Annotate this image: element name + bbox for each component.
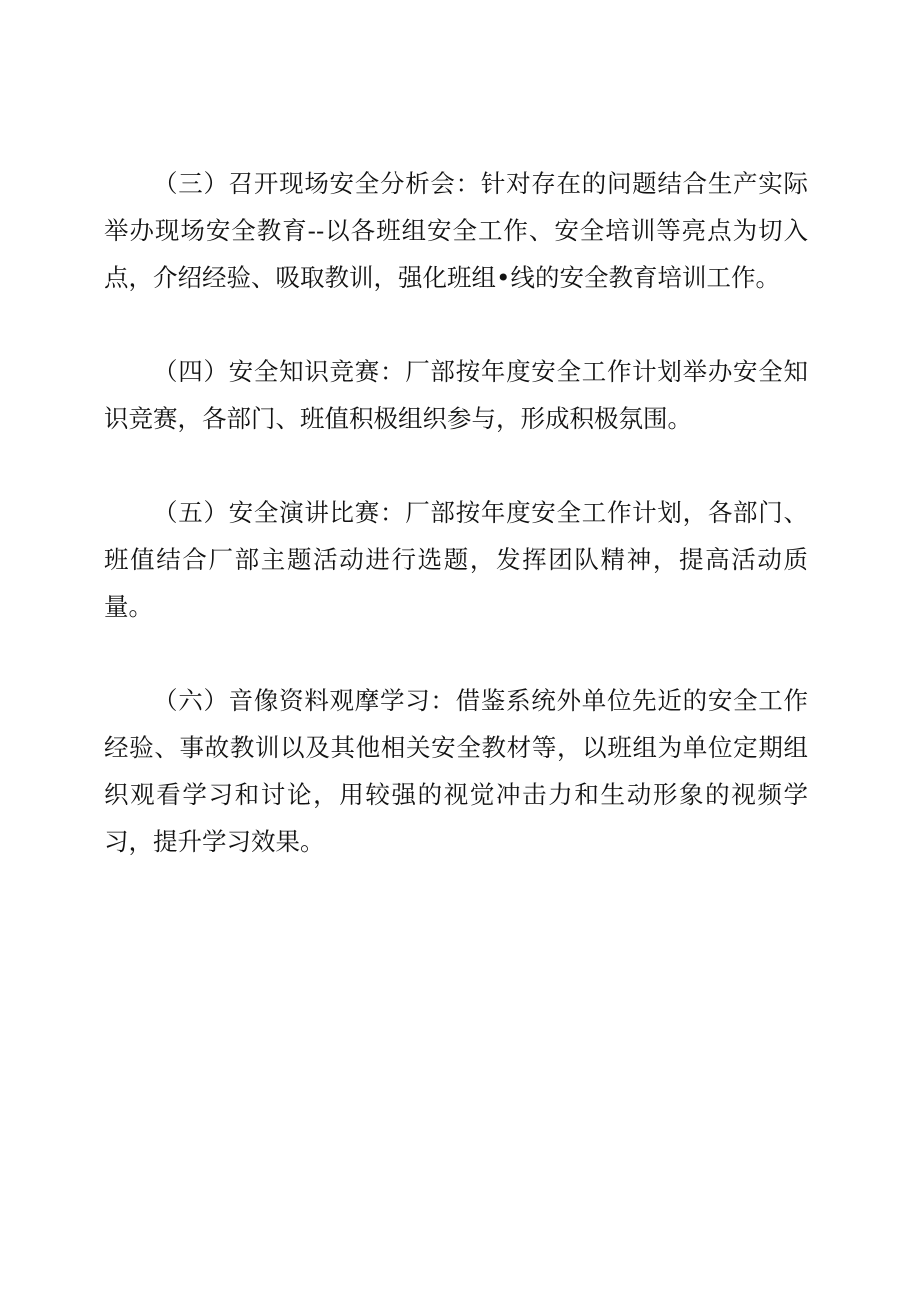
document-body (104, 160, 808, 912)
paragraph-safety-speech-contest: （五）安全演讲比赛：厂部按年度安全工作计划，各部门、班值结合厂部主题活动进行选题，发挥团队精神，提高活动质量。 (104, 498, 808, 621)
paragraph-safety-analysis-meeting: （三）召开现场安全分析会：针对存在的问题结合生产实际举办现场安全教育--以各班组安全工作、安全培训等亮点为切入点，介绍经验、吸取教训，强化班组•线的安全教育培训工作。 (104, 169, 808, 292)
paragraph-video-material-study: （六）音像资料观摩学习：借鉴系统外单位先近的安全工作经验、事故教训以及其他相关安全教材等，以班组为单位定期组织观看学习和讨论，用较强的视觉冲击力和生动形象的视频学习，提升学习效果。 (104, 686, 808, 856)
paragraph-safety-knowledge-contest: （四）安全知识竞赛：厂部按年度安全工作计划举办安全知识竞赛，各部门、班值积极组织参与，形成积极氛围。 (104, 357, 808, 433)
